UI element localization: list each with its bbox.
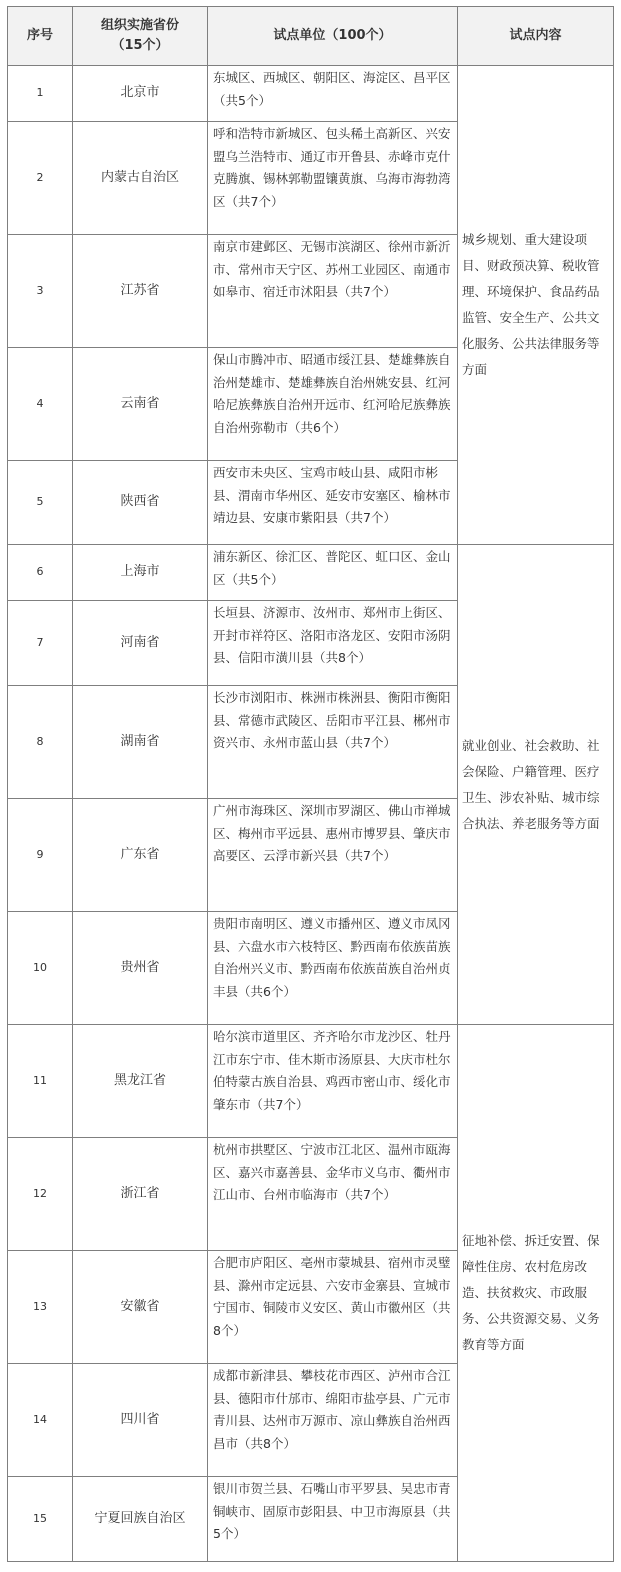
row-units: 保山市腾冲市、昭通市绥江县、楚雄彝族自治州楚雄市、楚雄彝族自治州姚安县、红河哈尼族彝族自治州开远市、红河哈尼族彝族自治州弥勒市（共6个） [208,348,458,461]
row-number: 2 [8,122,73,235]
row-province: 黑龙江省 [73,1025,208,1138]
row-number: 8 [8,686,73,799]
row-province: 安徽省 [73,1251,208,1364]
row-province: 北京市 [73,66,208,122]
row-number: 12 [8,1138,73,1251]
row-number: 10 [8,912,73,1025]
row-number: 9 [8,799,73,912]
row-province: 贵州省 [73,912,208,1025]
row-province: 湖南省 [73,686,208,799]
row-units: 长垣县、济源市、汝州市、郑州市上街区、开封市祥符区、洛阳市洛龙区、安阳市汤阴县、信阳市潢川县（共8个） [208,601,458,686]
row-units: 东城区、西城区、朝阳区、海淀区、昌平区（共5个） [208,66,458,122]
row-number: 11 [8,1025,73,1138]
row-province: 上海市 [73,545,208,601]
pilot-units-table [7,6,614,1562]
header-pilot-units: 试点单位（100个） [208,7,458,66]
header-province-label: 组织实施省份 [100,18,179,33]
row-province: 四川省 [73,1364,208,1477]
row-number: 5 [8,461,73,545]
row-number: 15 [8,1477,73,1562]
row-units: 广州市海珠区、深圳市罗湖区、佛山市禅城区、梅州市平远县、惠州市博罗县、肇庆市高要区、云浮市新兴县（共7个） [208,799,458,912]
row-province: 河南省 [73,601,208,686]
row-units: 长沙市浏阳市、株洲市株洲县、衡阳市衡阳县、常德市武陵区、岳阳市平江县、郴州市资兴市、永州市蓝山县（共7个） [208,686,458,799]
table-row [8,545,614,601]
row-units: 贵阳市南明区、遵义市播州区、遵义市凤冈县、六盘水市六枝特区、黔西南布依族苗族自治州兴义市、黔西南布依族苗族自治州贞丰县（共6个） [208,912,458,1025]
row-province: 江苏省 [73,235,208,348]
row-number: 1 [8,66,73,122]
row-units: 西安市未央区、宝鸡市岐山县、咸阳市彬县、渭南市华州区、延安市安塞区、榆林市靖边县、安康市紫阳县（共7个） [208,461,458,545]
row-units: 浦东新区、徐汇区、普陀区、虹口区、金山区（共5个） [208,545,458,601]
row-province: 云南省 [73,348,208,461]
row-units: 银川市贺兰县、石嘴山市平罗县、吴忠市青铜峡市、固原市彭阳县、中卫市海原县（共5个） [208,1477,458,1562]
row-number: 14 [8,1364,73,1477]
row-province: 内蒙古自治区 [73,122,208,235]
row-number: 13 [8,1251,73,1364]
pilot-content-group-1: 城乡规划、重大建设项目、财政预决算、税收管理、环境保护、食品药品监管、安全生产、公共文化服务、公共法律服务等方面 [458,66,614,545]
row-units: 哈尔滨市道里区、齐齐哈尔市龙沙区、牡丹江市东宁市、佳木斯市汤原县、大庆市杜尔伯特蒙古族自治县、鸡西市密山市、绥化市肇东市（共7个） [208,1025,458,1138]
pilot-content-group-2: 就业创业、社会救助、社会保险、户籍管理、医疗卫生、涉农补贴、城市综合执法、养老服务等方面 [458,545,614,1025]
row-units: 成都市新津县、攀枝花市西区、泸州市合江县、德阳市什邡市、绵阳市盐亭县、广元市青川县、达州市万源市、凉山彝族自治州西昌市（共8个） [208,1364,458,1477]
row-province: 广东省 [73,799,208,912]
row-units: 南京市建邺区、无锡市滨湖区、徐州市新沂市、常州市天宁区、苏州工业园区、南通市如皋市、宿迁市沭阳县（共7个） [208,235,458,348]
header-pilot-content: 试点内容 [458,7,614,66]
row-province: 宁夏回族自治区 [73,1477,208,1562]
table-row [8,66,614,122]
pilot-content-group-3: 征地补偿、拆迁安置、保障性住房、农村危房改造、扶贫救灾、市政服务、公共资源交易、义务教育等方面 [458,1025,614,1562]
row-number: 4 [8,348,73,461]
row-province: 浙江省 [73,1138,208,1251]
row-number: 7 [8,601,73,686]
row-units: 杭州市拱墅区、宁波市江北区、温州市瓯海区、嘉兴市嘉善县、金华市义乌市、衢州市江山市、台州市临海市（共7个） [208,1138,458,1251]
row-number: 3 [8,235,73,348]
table-row [8,1025,614,1138]
header-serial-number: 序号 [8,7,73,66]
header-province [73,7,208,66]
row-units: 合肥市庐阳区、亳州市蒙城县、宿州市灵璧县、滁州市定远县、六安市金寨县、宣城市宁国市、铜陵市义安区、黄山市徽州区（共8个） [208,1251,458,1364]
header-province-count: （15个） [111,38,169,53]
row-number: 6 [8,545,73,601]
row-province: 陕西省 [73,461,208,545]
table-header-row [8,7,614,66]
row-units: 呼和浩特市新城区、包头稀土高新区、兴安盟乌兰浩特市、通辽市开鲁县、赤峰市克什克腾旗、锡林郭勒盟镶黄旗、乌海市海勃湾区（共7个） [208,122,458,235]
